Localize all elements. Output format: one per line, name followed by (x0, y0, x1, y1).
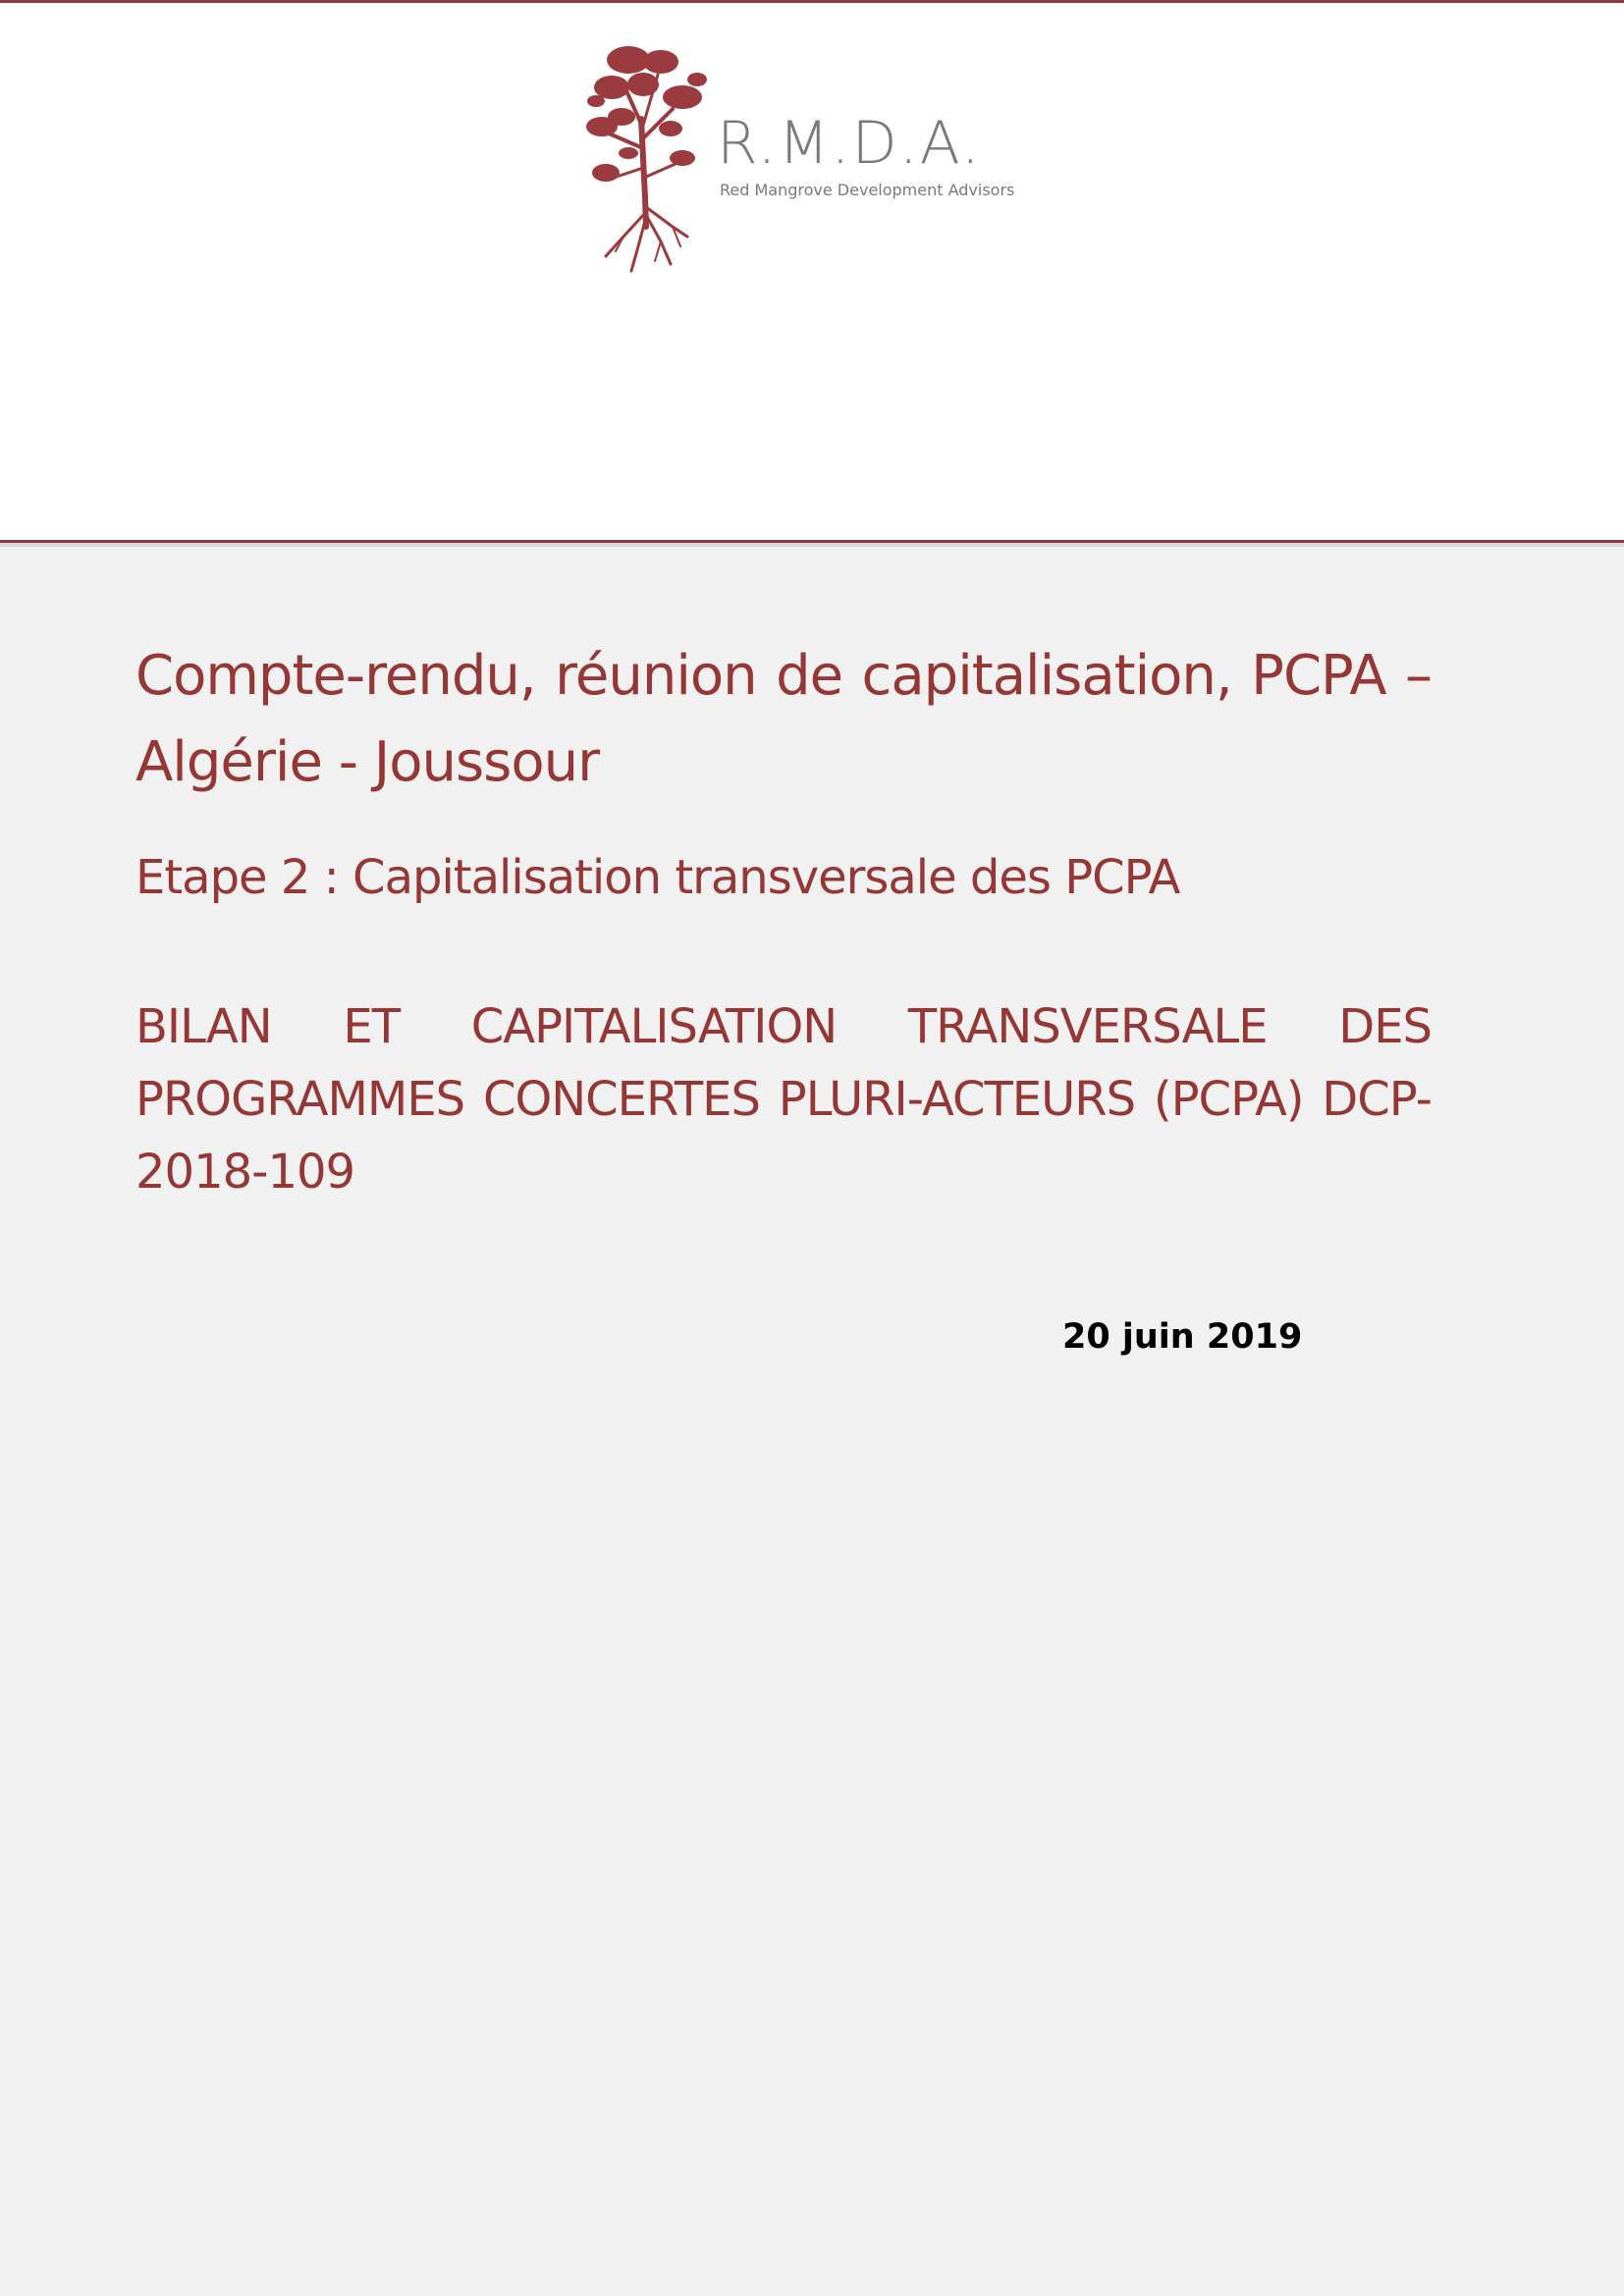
rmda-logo (584, 40, 1016, 276)
document-title: Compte-rendu, réunion de capitalisation, PCPA – Algérie - Joussour (135, 644, 1432, 794)
logo-title: R.M.D.A. (717, 109, 982, 178)
mangrove-tree-icon (584, 40, 722, 276)
project-title: BILAN ET CAPITALISATION TRANSVERSALE DES PROGRAMMES CONCERTES PLURI-ACTEURS (PCPA) DCP-2018-109 (135, 999, 1432, 1200)
logo-subtitle: Red Mangrove Development Advisors (720, 181, 1015, 199)
document-date: 20 juin 2019 (1062, 1317, 1303, 1357)
document-subtitle: Etape 2 : Capitalisation transversale des PCPA (135, 850, 1180, 905)
body-band (0, 547, 1624, 2296)
header-band (0, 3, 1624, 540)
